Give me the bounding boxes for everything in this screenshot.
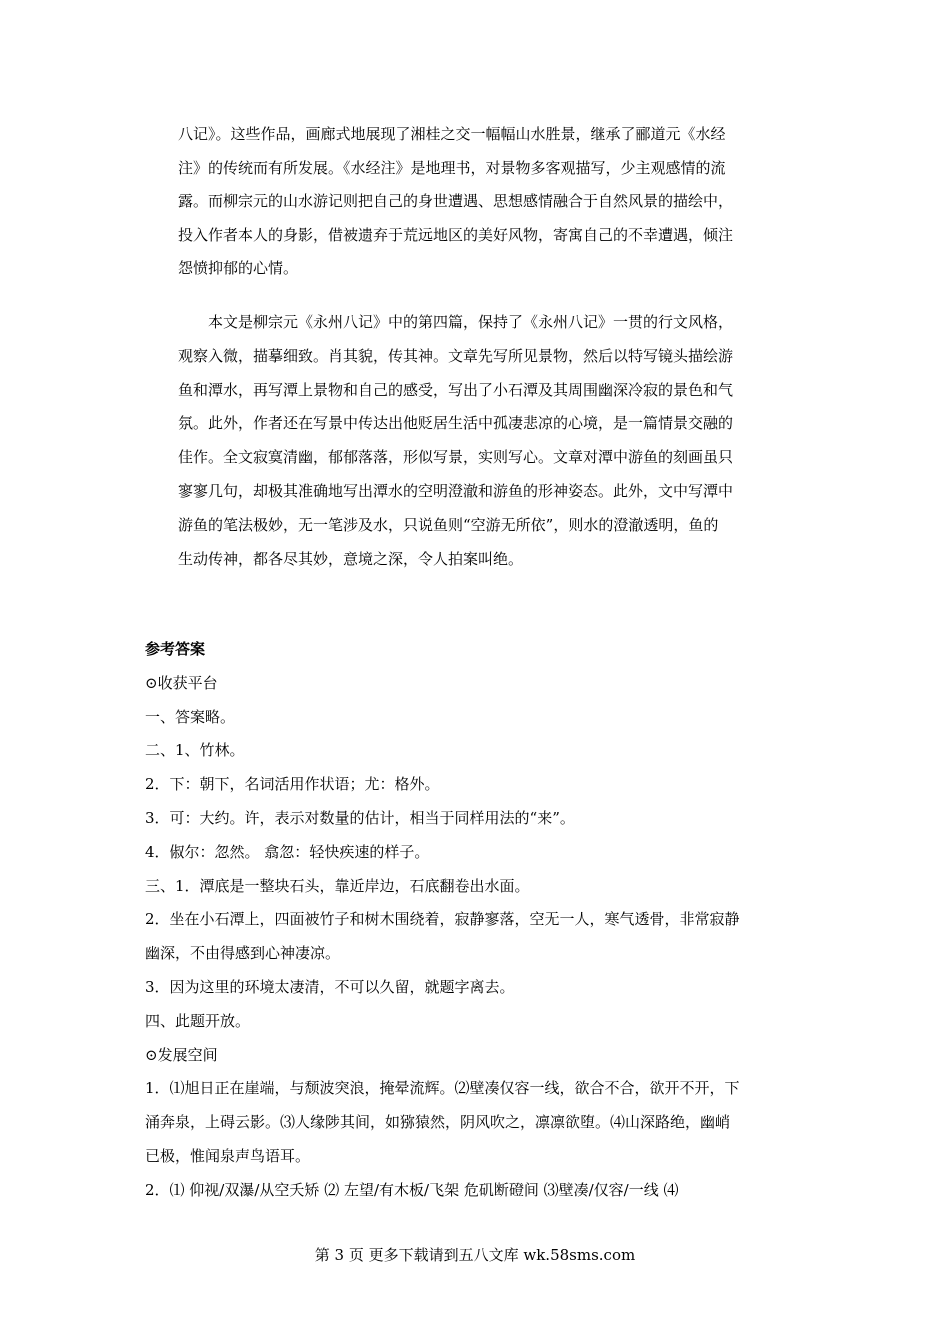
answers-section: [145, 633, 740, 1208]
answer-line: 2．⑴ 仰视/双瀑/从空夭矫 ⑵ 左望/有木板/飞架 危矶断磴间 ⑶壁凑/仅容/一线 ⑷: [145, 1180, 679, 1199]
intro-paragraph: [178, 118, 733, 286]
answer-line: 2．坐在小石潭上，四面被竹子和树木围绕着，寂静寥落，空无一人，寒气透骨，非常寂静: [145, 910, 740, 929]
text-line: 鱼和潭水，再写潭上景物和自己的感受，写出了小石潭及其周围幽深冷寂的景色和气: [178, 380, 734, 399]
analysis-paragraph: [178, 306, 733, 576]
text-line: 注》的传统而有所发展。《水经注》是地理书，对景物多客观描写，少主观感情的流: [178, 158, 726, 177]
text-line: 观察入微，描摹细致。肖其貌，传其神。文章先写所见景物，然后以特写镜头描绘游: [178, 346, 734, 365]
answer-line: 已极，惟闻泉声鸟语耳。: [145, 1146, 311, 1165]
text-line: 怨愤抑郁的心情。: [178, 259, 299, 278]
text-line: 八记》。这些作品，画廊式地展现了湘桂之交一幅幅山水胜景，继承了郦道元《水经: [178, 125, 726, 143]
answer-line: 1．⑴旭日正在崖端，与颓波突浪，掩晕流辉。⑵壁凑仅容一线，欲合不合，欲开不开，下: [145, 1079, 740, 1098]
text-line: 寥寥几句，却极其准确地写出潭水的空明澄澈和游鱼的形神姿态。此外，文中写潭中: [178, 481, 734, 500]
answer-line: 一、答案略。: [145, 707, 236, 726]
text-line: 生动传神，都各尽其妙，意境之深，令人拍案叫绝。: [178, 549, 524, 568]
answer-line: 3．因为这里的环境太凄清，不可以久留，就题字离去。: [145, 977, 515, 996]
answer-line: 4．俶尔：忽然。 翕忽：轻快疾速的样子。: [145, 842, 430, 861]
text-line: 佳作。全文寂寞清幽，郁郁落落，形似写景，实则写心。文章对潭中游鱼的刻画虽只: [178, 448, 734, 467]
answer-line: 涌奔泉，上碍云影。⑶人缘陟其间，如猕猿然，阴风吹之，凛凛欲堕。⑷山深路绝，幽峭: [145, 1113, 731, 1132]
answer-line: 三、1．潭底是一整块石头，靠近岸边，石底翻卷出水面。: [145, 876, 530, 895]
text-line: 氛。此外，作者还在写景中传达出他贬居生活中孤凄悲凉的心境，是一篇情景交融的: [178, 414, 734, 433]
text-line: 游鱼的笔法极妙，无一笔涉及水，只说鱼则“空游无所依”，则水的澄澈透明，鱼的: [178, 515, 719, 534]
answer-line: 四、此题开放。: [145, 1011, 251, 1030]
answer-line: 2．下：朝下，名词活用作状语；尤：格外。: [145, 775, 440, 794]
answer-line: 3．可：大约。许，表示对数量的估计，相当于同样用法的“来”。: [145, 808, 575, 827]
answer-line: 二、1、竹林。: [145, 741, 245, 760]
answer-line: ⊙收获平台: [145, 673, 218, 692]
text-line: 露。而柳宗元的山水游记则把自己的身世遭遇、思想感情融合于自然风景的描绘中，: [178, 192, 734, 211]
answer-line: ⊙发展空间: [145, 1045, 218, 1064]
page-footer: 第 3 页 更多下载请到五八文库 wk.58sms.com: [314, 1246, 636, 1264]
answers-heading: 参考答案: [145, 640, 206, 658]
text-line: 投入作者本人的身影，借被遗弃于荒远地区的美好风物，寄寓自己的不幸遭遇，倾注: [178, 225, 734, 244]
text-line: 本文是柳宗元《永州八记》中的第四篇，保持了《永州八记》一贯的行文风格，: [178, 313, 734, 331]
answer-line: 幽深，不由得感到心神凄凉。: [145, 944, 341, 963]
